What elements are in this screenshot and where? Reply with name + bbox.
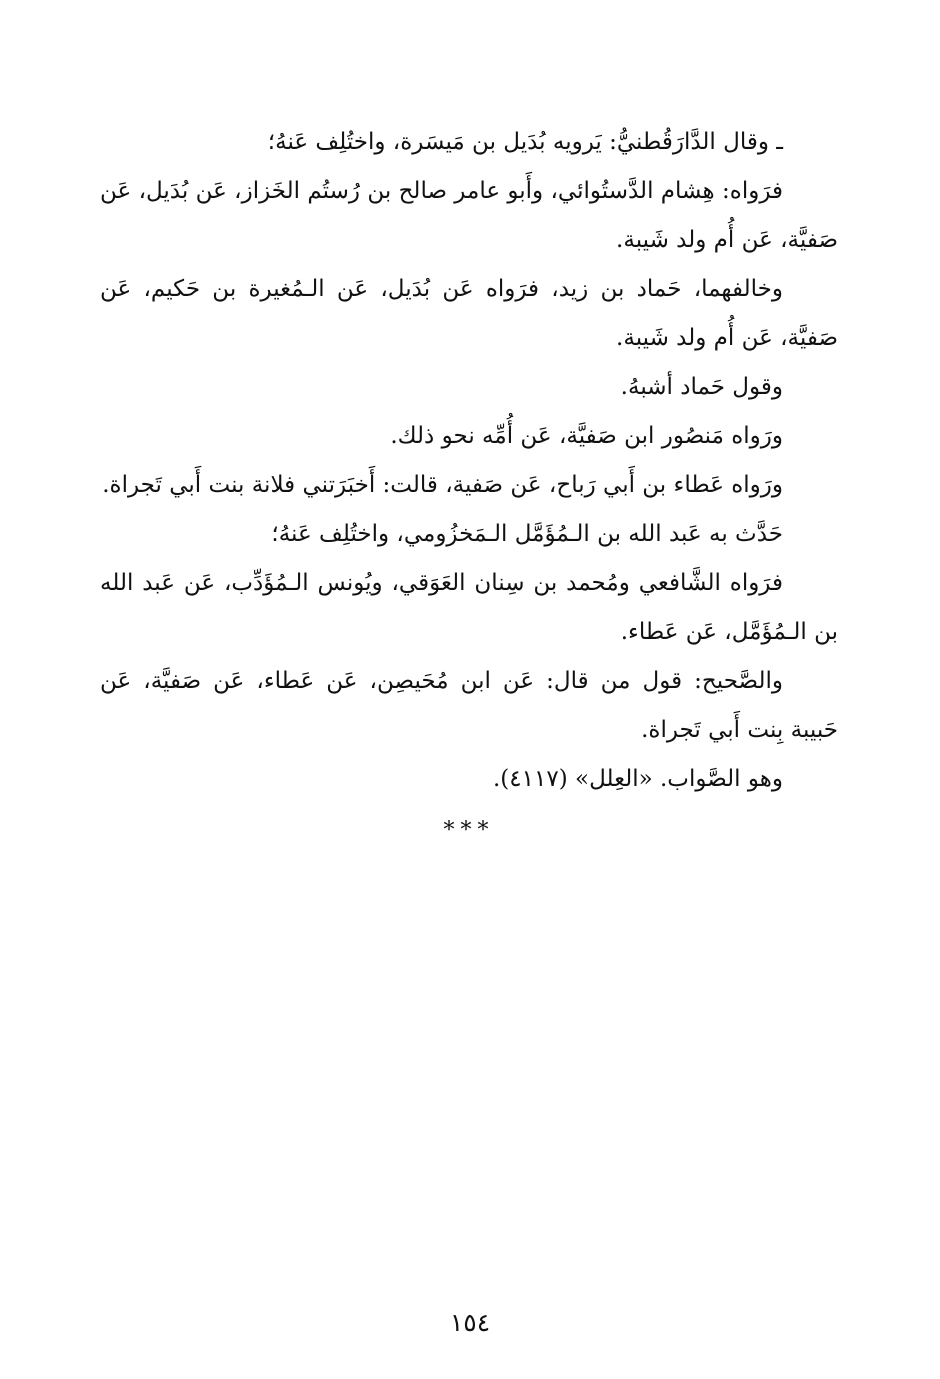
paragraph-6: ورَواه عَطاء بن أَبي رَباح، عَن صَفية، قالت: أَخبَرَتني فلانة بنت أَبي تَجراة. — [102, 472, 783, 498]
paragraph-1: ـ وقال الدَّارَقُطنيُّ: يَرويه بُدَيل بن مَيسَرة، واختُلِف عَنهُ؛ — [267, 129, 783, 155]
paragraph-3: وخالفهما، حَماد بن زيد، فرَواه عَن بُدَيل، عَن الـمُغيرة بن حَكيم، عَن صَفيَّة، عَن أُم ولد شَيبة. — [100, 276, 838, 351]
paragraph-7: حَدَّث به عَبد الله بن الـمُؤَمَّل الـمَخزُومي، واختُلِف عَنهُ؛ — [271, 521, 783, 547]
paragraph-10: وهو الصَّواب. «العِلل» (٤١١٧). — [493, 766, 783, 792]
paragraph-8: فرَواه الشَّافعي ومُحمد بن سِنان العَوَقي، ويُونس الـمُؤَدِّب، عَن عَبد الله بن الـمُؤَمَّل، عَن عَطاء. — [100, 570, 838, 645]
page-number: ١٥٤ — [449, 1308, 491, 1337]
paragraph-2: فرَواه: هِشام الدَّستُوائي، وأَبو عامر صالح بن رُستُم الخَزاز، عَن بُدَيل، عَن صَفيَّة، عَن أُم ولد شَيبة. — [100, 178, 838, 253]
paragraph-5: ورَواه مَنصُور ابن صَفيَّة، عَن أُمِّه نحو ذلك. — [390, 423, 783, 449]
paragraph-4: وقول حَماد أشبهُ. — [620, 374, 783, 400]
paragraph-9: والصَّحيح: قول من قال: عَن ابن مُحَيصِن، عَن عَطاء، عَن صَفيَّة، عَن حَبيبة بِنت أَبي تَجراة. — [100, 668, 838, 743]
body-text — [100, 118, 838, 855]
section-separator: *** — [443, 818, 495, 843]
